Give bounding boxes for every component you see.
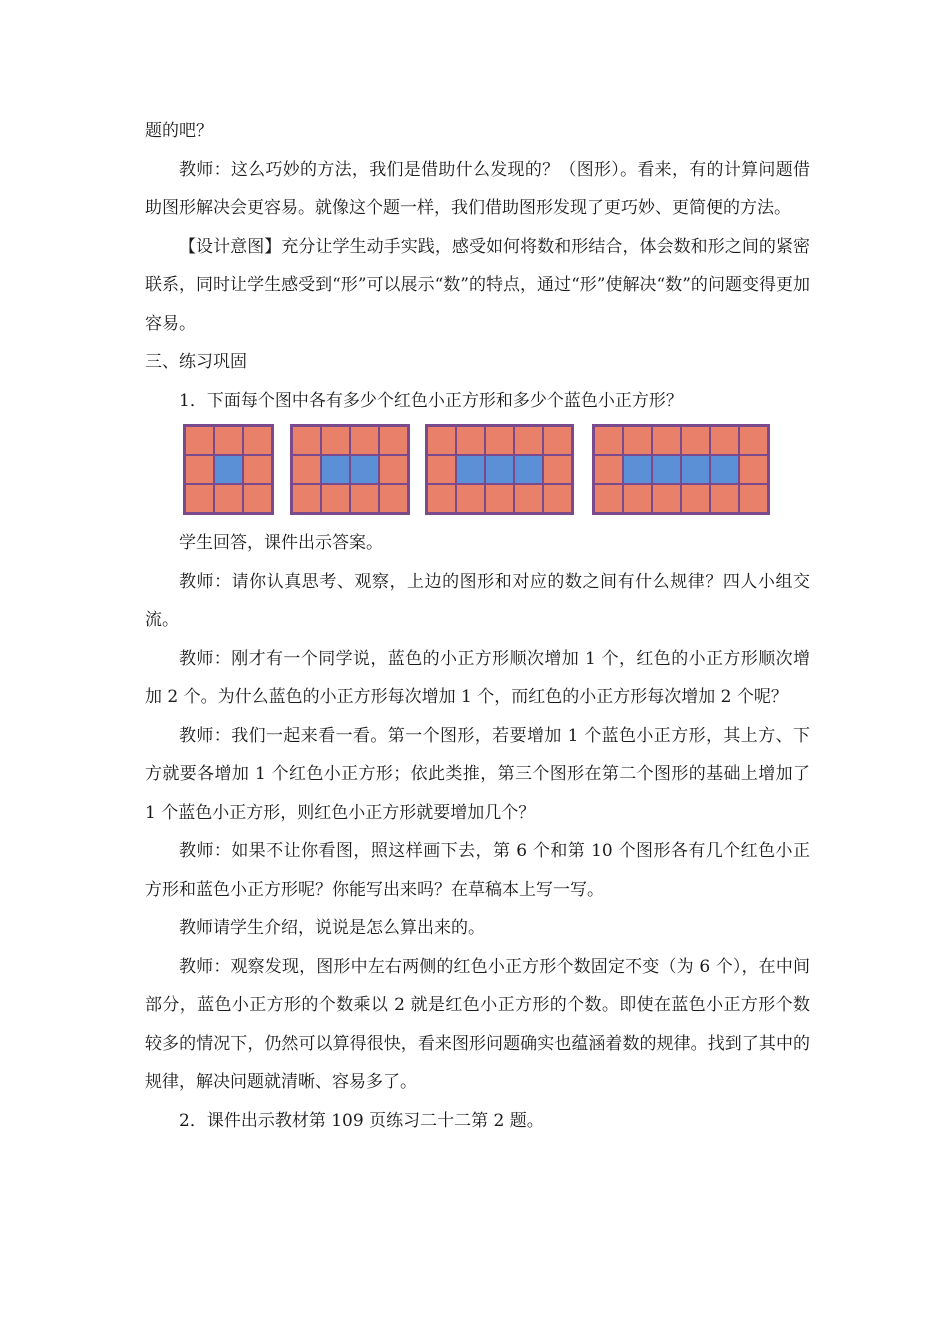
top-paragraph: 教师：这么巧妙的方法，我们是借助什么发现的？（图形）。看来，有的计算问题借助图形解决会更容易。就像这个题一样，我们借助图形发现了更巧妙、更简便的方法。 [145, 159, 810, 218]
blue-square [214, 455, 243, 484]
red-square [623, 484, 652, 513]
red-square [456, 426, 485, 455]
figure-row [145, 424, 810, 524]
bottom-paragraph: 教师请学生介绍，说说是怎么算出来的。 [179, 918, 485, 938]
bottom-paragraph: 教师：请你认真思考、观察，上边的图形和对应的数之间有什么规律？四人小组交流。 [145, 571, 810, 630]
red-square [379, 426, 408, 455]
red-square [710, 426, 739, 455]
red-square [185, 484, 214, 513]
blue-square [485, 455, 514, 484]
red-square [543, 455, 572, 484]
red-square [427, 426, 456, 455]
red-square [350, 484, 379, 513]
red-square [456, 484, 485, 513]
top-paragraph: 题的吧？ [145, 121, 213, 141]
red-square [594, 484, 623, 513]
red-square [379, 484, 408, 513]
square-figure-3 [425, 424, 574, 515]
square-figure-1 [183, 424, 274, 515]
red-square [739, 455, 768, 484]
red-square [185, 426, 214, 455]
red-square [321, 484, 350, 513]
red-square [379, 455, 408, 484]
red-square [243, 426, 272, 455]
bottom-paragraph: 2．课件出示教材第 109 页练习二十二第 2 题。 [179, 1110, 544, 1131]
red-square [623, 426, 652, 455]
red-square [594, 426, 623, 455]
bottom-paragraph: 教师：我们一起来看一看。第一个图形，若要增加 1 个蓝色小正方形，其上方、下方就要各增加 1 个红色小正方形；依此类推，第三个图形在第二个图形的基础上增加了 1 个蓝色小正方形，则红色小正方形就要增加几个？ [145, 725, 810, 823]
bottom-paragraph: 教师：观察发现，图形中左右两侧的红色小正方形个数固定不变（为 6 个），在中间部分，蓝色小正方形的个数乘以 2 就是红色小正方形的个数。即使在蓝色小正方形个数较多的情况下，仍然可以算得很快，看来图形问题确实也蕴涵着数的规律。找到了其中的规律，解决问题就清晰、容易多了。 [145, 956, 810, 1092]
red-square [292, 484, 321, 513]
document-page [145, 112, 810, 1140]
red-square [427, 484, 456, 513]
red-square [681, 426, 710, 455]
red-square [514, 484, 543, 513]
blue-square [652, 455, 681, 484]
red-square [543, 426, 572, 455]
red-square [681, 484, 710, 513]
red-square [485, 426, 514, 455]
red-square [243, 484, 272, 513]
bottom-paragraph: 学生回答，课件出示答案。 [179, 533, 383, 553]
red-square [214, 426, 243, 455]
square-figure-2 [290, 424, 410, 515]
red-square [710, 484, 739, 513]
red-square [594, 455, 623, 484]
blue-square [350, 455, 379, 484]
top-paragraph: 1．下面每个图中各有多少个红色小正方形和多少个蓝色小正方形？ [179, 390, 683, 411]
red-square [185, 455, 214, 484]
red-square [514, 426, 543, 455]
top-paragraph: 三、练习巩固 [145, 352, 247, 372]
red-square [652, 484, 681, 513]
blue-square [321, 455, 350, 484]
red-square [543, 484, 572, 513]
square-figure-4 [592, 424, 770, 515]
red-square [427, 455, 456, 484]
red-square [485, 484, 514, 513]
blue-square [623, 455, 652, 484]
text-section-bottom [145, 524, 810, 1140]
red-square [321, 426, 350, 455]
blue-square [514, 455, 543, 484]
red-square [739, 426, 768, 455]
red-square [292, 455, 321, 484]
red-square [292, 426, 321, 455]
bottom-paragraph: 教师：如果不让你看图，照这样画下去，第 6 个和第 10 个图形各有几个红色小正方形和蓝色小正方形呢？你能写出来吗？在草稿本上写一写。 [145, 841, 810, 900]
blue-square [681, 455, 710, 484]
blue-square [710, 455, 739, 484]
red-square [243, 455, 272, 484]
text-section-top [145, 112, 810, 420]
red-square [350, 426, 379, 455]
bottom-paragraph: 教师：刚才有一个同学说，蓝色的小正方形顺次增加 1 个，红色的小正方形顺次增加 2 个。为什么蓝色的小正方形每次增加 1 个，而红色的小正方形每次增加 2 个呢？ [145, 648, 810, 707]
red-square [652, 426, 681, 455]
red-square [739, 484, 768, 513]
blue-square [456, 455, 485, 484]
top-paragraph: 【设计意图】充分让学生动手实践，感受如何将数和形结合，体会数和形之间的紧密联系，同时让学生感受到“形”可以展示“数”的特点，通过“形”使解决“数”的问题变得更加容易。 [145, 236, 810, 334]
red-square [214, 484, 243, 513]
